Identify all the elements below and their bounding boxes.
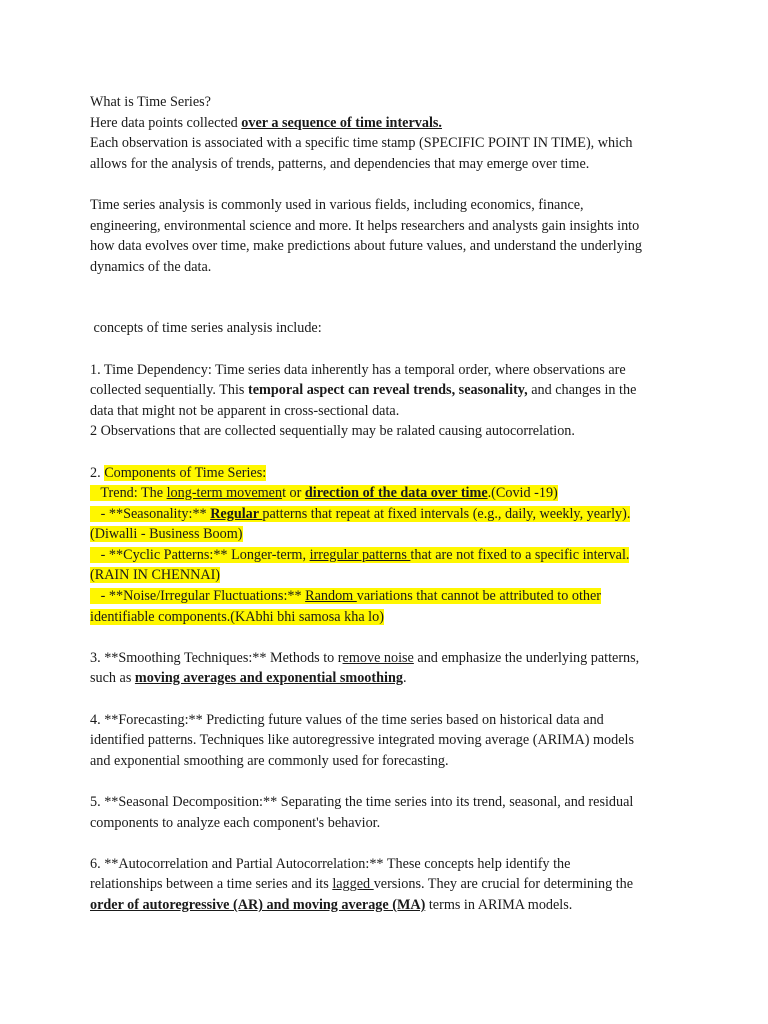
intro-line: allows for the analysis of trends, patterns, and dependencies that may emerge over time. xyxy=(90,155,590,172)
text-run: Here data points collected xyxy=(90,114,242,131)
item2-line xyxy=(90,524,690,545)
item2-line xyxy=(90,607,690,628)
para-line: dynamics of the data. xyxy=(90,258,212,275)
item5-line: 5. **Seasonal Decomposition:** Separating the time series into its trend, seasonal, and residual xyxy=(90,794,634,810)
item3-line xyxy=(90,648,690,669)
text-run: and changes in the xyxy=(527,382,637,399)
text-run: that are not fixed to a specific interval. xyxy=(410,546,630,563)
item4-line: identified patterns. Techniques like autoregressive integrated moving average (ARIMA) models xyxy=(90,732,635,749)
item1-line: 1. Time Dependency: Time series data inherently has a temporal order, where observations are xyxy=(90,361,626,378)
highlighted-text: (RAIN IN CHENNAI) xyxy=(90,567,221,584)
item4-line: 4. **Forecasting:** Predicting future values of the time series based on historical data and xyxy=(90,711,604,728)
paragraph-gap xyxy=(90,833,690,854)
underlined-text: irregular patterns xyxy=(309,546,411,563)
underlined-text: Random xyxy=(305,588,357,605)
underlined-text: emove noise xyxy=(342,649,414,666)
text-run: and emphasize the underlying patterns, xyxy=(413,649,640,666)
item3-line xyxy=(90,668,690,689)
item1-line: 2 Observations that are collected sequentially may be ralated causing autocorrelation. xyxy=(90,423,575,440)
item2-line xyxy=(90,463,690,484)
highlighted-text xyxy=(90,588,601,604)
item1-line xyxy=(90,380,690,401)
item4-line: and exponential smoothing are commonly used for forecasting. xyxy=(90,752,449,769)
text-run: such as xyxy=(90,670,135,687)
para-line: how data evolves over time, make predictions about future values, and understand the underlying xyxy=(90,238,642,255)
item6-line xyxy=(90,874,690,895)
paragraph-gap xyxy=(90,627,690,648)
item2-line xyxy=(90,545,690,566)
doc-title: What is Time Series? xyxy=(90,94,211,110)
paragraph-gap xyxy=(90,277,690,318)
text-run: Trend: The xyxy=(90,485,167,502)
bold-underlined-text: moving averages and exponential smoothing xyxy=(134,670,403,687)
text-run: patterns that repeat at fixed intervals (e.g., daily, weekly, yearly). xyxy=(262,505,631,522)
text-run: - **Seasonality:** xyxy=(90,505,211,522)
text-run: - **Noise/Irregular Fluctuations:** xyxy=(90,588,306,605)
text-run: .(Covid -19) xyxy=(487,485,558,502)
item2-line xyxy=(90,565,690,586)
concepts-heading: concepts of time series analysis include: xyxy=(90,320,322,337)
document-body xyxy=(90,92,690,916)
text-run: . xyxy=(402,670,407,687)
paragraph-gap xyxy=(90,339,690,360)
text-run: 2. xyxy=(90,464,105,481)
item2-line xyxy=(90,586,690,607)
paragraph-gap xyxy=(90,174,690,195)
bold-underlined-text: order of autoregressive (AR) and moving average (MA) xyxy=(90,896,426,913)
highlighted-text xyxy=(90,506,630,522)
highlighted-text: Components of Time Series: xyxy=(104,464,267,481)
text-run: t or xyxy=(282,485,305,502)
bold-text: temporal aspect can reveal trends, seasonality, xyxy=(248,382,528,399)
text-run: versions. They are crucial for determining the xyxy=(373,876,634,893)
text-run: variations that cannot be attributed to other xyxy=(356,588,602,605)
text-run: terms in ARIMA models. xyxy=(425,896,573,913)
item1-line: data that might not be apparent in cross-sectional data. xyxy=(90,402,400,419)
para-line: Time series analysis is commonly used in various fields, including economics, finance, xyxy=(90,196,584,213)
item2-line xyxy=(90,504,690,525)
underlined-text: long-term movemen xyxy=(166,485,283,502)
bold-underlined-text: over a sequence of time intervals. xyxy=(241,114,442,131)
paragraph-gap xyxy=(90,442,690,463)
intro-line: Each observation is associated with a specific time stamp (SPECIFIC POINT IN TIME), which xyxy=(90,135,633,152)
text-run: collected sequentially. This xyxy=(90,382,248,399)
item6-line xyxy=(90,895,690,916)
paragraph-gap xyxy=(90,771,690,792)
para-line: engineering, environmental science and more. It helps researchers and analysts gain insights into xyxy=(90,217,640,234)
intro-line xyxy=(90,113,690,134)
item2-line xyxy=(90,483,690,504)
bold-underlined-text: direction of the data over time xyxy=(304,485,488,502)
item5-line: components to analyze each component's behavior. xyxy=(90,814,381,831)
highlighted-text xyxy=(90,547,629,563)
underlined-text: lagged xyxy=(332,876,374,893)
bold-underlined-text: Regular xyxy=(210,505,263,522)
highlighted-text xyxy=(90,485,558,501)
item6-line: 6. **Autocorrelation and Partial Autocorrelation:** These concepts help identify the xyxy=(90,855,571,872)
paragraph-gap xyxy=(90,689,690,710)
text-run: 3. **Smoothing Techniques:** Methods to r xyxy=(90,649,343,666)
text-run: - **Cyclic Patterns:** Longer-term, xyxy=(90,546,310,563)
highlighted-text: (Diwalli - Business Boom) xyxy=(90,526,243,543)
highlighted-text: identifiable components.(KAbhi bhi samosa kha lo) xyxy=(90,608,384,625)
text-run: relationships between a time series and its xyxy=(90,876,333,893)
